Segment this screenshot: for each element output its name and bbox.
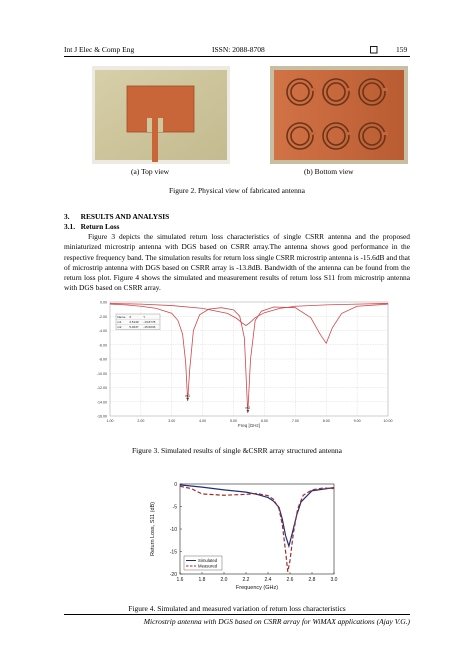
marker-table-cell: m2 <box>117 325 122 330</box>
x-tick-label: 8.00 <box>322 419 330 423</box>
legend-label: Simulated <box>198 558 218 564</box>
x-tick-label: 5.00 <box>230 419 238 423</box>
y-tick-label: -10 <box>169 526 177 533</box>
marker-table-cell: -13.8778 <box>143 320 156 324</box>
marker-table-cell: 5.4637 <box>129 325 139 330</box>
results-paragraph: Figure 3 depicts the simulated return loss characteristics of single CSRR antenna and the proposed miniaturized microstrip antenna with DGS based on CSRR array.The antenna shows good performance in the respective frequency band. The simulation results for return loss single CSRR microstrip antenna is -15.6dB and that of microstrip antenna with DGS based on CSRR array is -13.8dB. Bandwidth of the antenna can be found from the return loss plot. Figure 4 shows the simulated and measurement results of return loss S11 from microstrip antenna with DGS based on CSRR array. <box>64 232 410 293</box>
y-tick-label: 0 <box>174 481 177 488</box>
x-tick-label: 3.0 <box>330 577 338 583</box>
chart-legend <box>184 556 222 570</box>
marker-table <box>116 314 160 330</box>
x-tick-label: 2.0 <box>220 577 228 583</box>
x-tick-label: 1.6 <box>176 577 184 583</box>
y-tick-label: 0.00 <box>100 300 107 305</box>
y-tick-label: -16.00 <box>96 414 107 419</box>
x-tick-label: 2.00 <box>137 419 145 423</box>
x-tick-label: 9.00 <box>353 419 361 423</box>
y-tick-label: -12.00 <box>96 386 107 390</box>
x-tick-label: 3.00 <box>168 419 176 423</box>
marker-label: m1 <box>185 393 191 398</box>
x-tick-label: 7.00 <box>291 419 299 423</box>
footer-rule <box>64 614 410 615</box>
page-number: 159 <box>396 45 408 54</box>
figure-2-caption: Figure 2. Physical view of fabricated antenna <box>169 186 305 195</box>
x-axis-label: Freq [GHz] <box>237 423 261 428</box>
figure-3-chart <box>82 296 400 432</box>
y-tick-label: -6.00 <box>98 343 107 348</box>
antenna-bottom-view-photo <box>270 66 408 164</box>
y-tick-label: -14.00 <box>96 400 107 405</box>
y-tick-labels <box>97 301 107 419</box>
y-axis-label: Return Loss, S11 (dB) <box>150 501 156 557</box>
y-tick-label: -4.00 <box>98 329 107 333</box>
marker-table-cell: X <box>129 314 132 319</box>
marker-table-cell: 3.5140 <box>129 320 139 324</box>
x-tick-label: 2.2 <box>242 577 250 583</box>
marker-table-cell: m1 <box>117 320 122 324</box>
figure-4-caption: Figure 4. Simulated and measured variation of return loss characteristics <box>128 604 346 613</box>
x-tick-label: 2.4 <box>264 577 272 583</box>
y-tick-label: -15 <box>169 549 177 556</box>
running-header-issn: ISSN: 2088-8708 <box>212 45 265 54</box>
figure-2a-caption: (a) Top view <box>131 167 170 176</box>
marker-label: m2 <box>245 406 251 411</box>
legend-label: Measured <box>198 563 218 569</box>
antenna-top-view-photo <box>92 66 230 164</box>
y-tick-label: -5 <box>172 504 177 511</box>
section-heading: 3. RESULTS AND ANALYSIS <box>64 212 170 221</box>
marker-table-cell: Name <box>117 314 126 319</box>
y-tick-label: -8.00 <box>98 357 107 362</box>
x-tick-label: 6.00 <box>260 419 268 423</box>
x-tick-label: 4.00 <box>199 419 207 423</box>
x-tick-label: 1.00 <box>106 419 114 423</box>
x-tick-label: 10.00 <box>383 419 393 423</box>
x-tick-label: 2.6 <box>286 577 294 583</box>
header-rule <box>64 56 410 57</box>
x-axis-label: Frequency (GHz) <box>235 585 279 591</box>
square-icon <box>370 46 378 54</box>
figure-2b-caption: (b) Bottom view <box>304 167 354 176</box>
y-tick-label: -10.00 <box>96 371 107 376</box>
running-header-journal: Int J Elec & Comp Eng <box>64 45 135 54</box>
subsection-heading: 3.1. Return Loss <box>64 222 120 231</box>
figure-3-caption: Figure 3. Simulated results of single &CSRR array structured antenna <box>132 446 342 455</box>
y-tick-label: -2.00 <box>98 314 107 319</box>
y-tick-label: -20 <box>169 571 177 578</box>
running-footer: Microstrip antenna with DGS based on CSRR array for WiMAX applications (Ajay V.G.) <box>143 617 410 626</box>
marker-table-cell: -15.6033 <box>143 325 156 330</box>
figure-4-chart <box>140 476 340 596</box>
marker-table-cell: Y <box>143 314 146 319</box>
x-tick-label: 1.8 <box>198 577 206 583</box>
x-tick-label: 2.8 <box>308 577 316 583</box>
